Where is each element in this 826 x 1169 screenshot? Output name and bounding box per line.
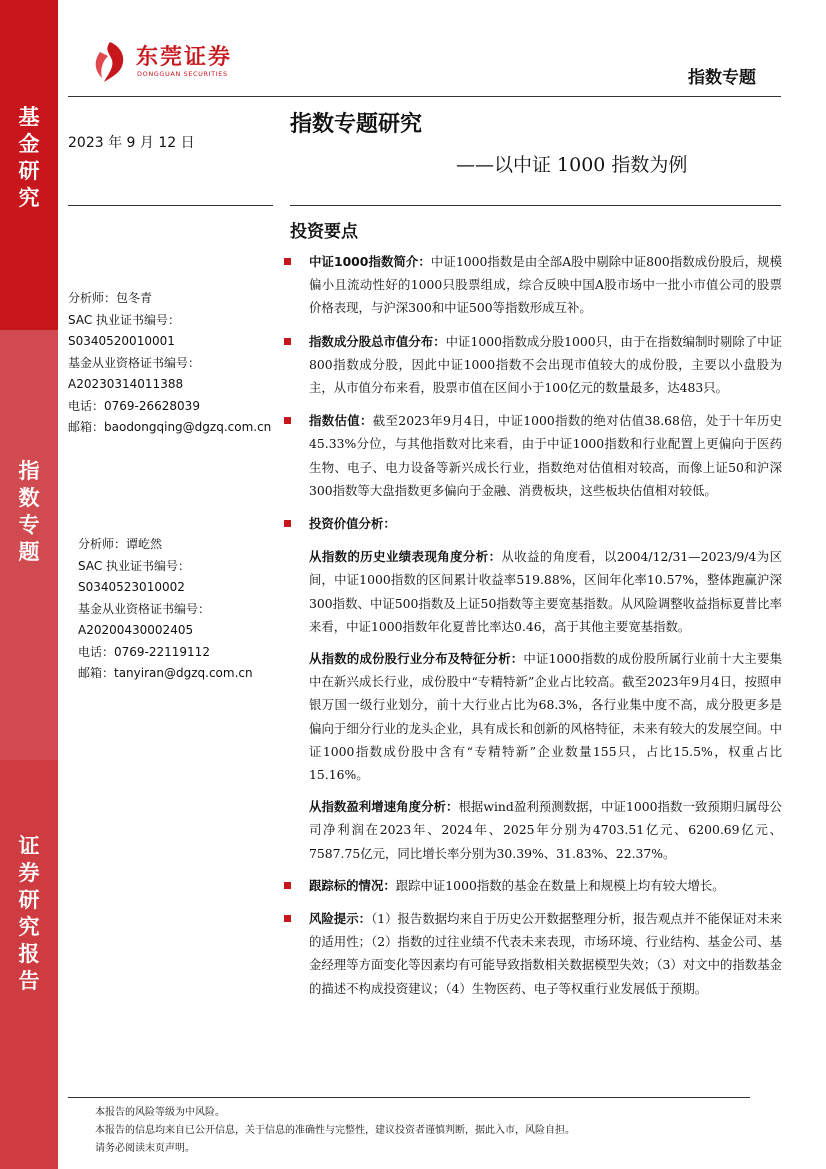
bullet-lead: 投资价值分析： [309, 516, 396, 532]
footer-read-statement: 请务必阅读末页声明。 [95, 1143, 195, 1154]
sidebar-char: 题 [18, 540, 40, 564]
bullet-point [282, 512, 782, 535]
sub-text: 中证1000指数的成份股所属行业前十大主要集中在新兴成长行业，成份股中“专精特新”企业占比较高。截至2023年9月4日，按照申银万国一级行业划分，前十大行业占比为68.3%，各行业集中度不高，成分股更多是偏向于细分行业的龙头企业，具有成长和创新的风格特征，未来有较大的发展空间。中证1000指数成份股中含有“专精特新”企业数量155只，占比15.5%，权重占比15.16%。 [309, 651, 782, 783]
analyst-card [78, 534, 253, 685]
company-logo [90, 38, 250, 86]
sub-lead: 从指数的成份股行业分布及特征分析： [309, 651, 524, 667]
sub-paragraph [282, 647, 782, 786]
sub-lead: 从指数的历史业绩表现角度分析： [309, 549, 502, 565]
analyst-fund-label: 基金从业资格证书编号： [68, 355, 201, 370]
analyst-sac-number: S0340523010002 [78, 580, 185, 594]
report-title: 指数专题研究 [290, 112, 423, 137]
logo-name-cn: 东莞证券 [136, 45, 233, 70]
footer-risk-level: 本报告的风险等级为中风险。 [95, 1107, 225, 1118]
bullet-point [282, 250, 782, 320]
footer-divider [68, 1097, 750, 1098]
analyst-email: 邮箱：baodongqing@dgzq.com.cn [68, 420, 272, 434]
sidebar-char: 数 [18, 486, 40, 510]
bullet-point [282, 409, 782, 502]
sidebar-label-index-topic [0, 330, 58, 760]
key-points-body [282, 250, 782, 1010]
analyst-sac-label: SAC 执业证书编号： [68, 312, 181, 327]
analyst-sac-number: S0340520010001 [68, 334, 175, 348]
bullet-lead: 指数成分股总市值分布： [309, 333, 446, 349]
analyst-card [68, 288, 271, 439]
sidebar-char: 告 [18, 969, 40, 993]
bullet-text: （1）报告数据均来自于历史公开数据整理分析，报告观点并不能保证对未来的适用性；（2）指数的过往业绩不代表未来表现，市场环境、行业结构、基金公司、基金经理等方面变化等因素均有可能导致指数相关数据模型失效；（3）对文中的指数基金的描述不构成投资建议；（4）生物医药、电子等权重行业发展低于预期。 [309, 911, 782, 996]
header-divider [68, 96, 781, 97]
logo-name-en: DONGGUAN SECURITIES [137, 70, 228, 78]
sub-paragraph [282, 545, 782, 638]
sidebar-char: 研 [18, 159, 40, 183]
left-sidebar [0, 0, 58, 1169]
sidebar-char: 报 [18, 942, 40, 966]
analyst-phone: 电话：0769-22119112 [78, 644, 210, 659]
bullet-text: 截至2023年9月4日，中证1000指数的绝对估值38.68倍，处于十年历史45.33%分位，与其他指数对比来看，由于中证1000指数和行业配置上更偏向于医药生物、电子、电力设备等新兴成长行业，指数绝对估值相对较高，而像上证50和沪深300指数等大盘指数更多偏向于金融、消费板块，这些板块估值相对较低。 [309, 413, 782, 498]
analyst-name: 分析师：谭屹然 [78, 537, 163, 551]
logo-emblem-icon [90, 40, 130, 84]
bullet-text: 中证1000指数成分股1000只，由于在指数编制时剔除了中证800指数成分股，因此中证1000指数不会出现市值较大的成份股，主要以小盘股为主，从市值分布来看，股票市值在区间小于100亿元的数量最多，达483只。 [309, 333, 782, 396]
analyst-fund-label: 基金从业资格证书编号： [78, 601, 211, 616]
analyst-email: 邮箱：tanyiran@dgzq.com.cn [78, 666, 253, 680]
bullet-text: 跟踪中证1000指数的基金在数量上和规模上均有较大增长。 [395, 877, 725, 893]
bullet-lead: 中证1000指数简介： [309, 254, 431, 269]
right-column-divider [290, 205, 781, 206]
bullet-lead: 跟踪标的情况： [309, 877, 396, 893]
analyst-sac-label: SAC 执业证书编号： [78, 558, 191, 573]
bullet-point [282, 330, 782, 400]
sidebar-char: 究 [18, 915, 40, 939]
header-category-tag: 指数专题 [688, 68, 756, 88]
analyst-name: 分析师：包冬青 [68, 291, 153, 305]
bullet-lead: 指数估值： [309, 413, 373, 429]
sub-text: 根据wind盈利预测数据，中证1000指数一致预期归属母公司净利润在2023年、2024年、2025年分别为4703.51亿元、6200.69亿元、7587.75亿元，同比增长率分别为30.39%、31.83%、22.37%。 [309, 799, 783, 861]
section-title-key-points: 投资要点 [290, 222, 358, 242]
report-date: 2023 年 9 月 12 日 [68, 135, 195, 151]
sub-text: 从收益的角度看，以2004/12/31—2023/9/4为区间，中证1000指数的区间累计收益率519.88%，区间年化率10.57%，整体跑赢沪深300指数、中证500指数及上证50指数等主要宽基指数。从风险调整收益指标夏普比率来看，中证1000指数年化夏普比率达0.46，高于其他主要宽基指数。 [309, 549, 782, 634]
analyst-phone: 电话：0769-26628039 [68, 398, 200, 413]
sidebar-char: 指 [18, 459, 40, 483]
sub-paragraph [282, 795, 782, 865]
bullet-text: 中证1000指数是由全部A股中剔除中证800指数成份股后，规模偏小且流动性好的1000只股票组成，综合反映中国A股市场中一批小市值公司的股票价格表现，与沪深300和中证500等指数形成互补。 [309, 254, 782, 316]
sidebar-char: 专 [18, 513, 40, 537]
sidebar-label-fund-research [0, 0, 58, 330]
sidebar-char: 券 [18, 861, 40, 885]
sub-lead: 从指数盈利增速角度分析： [309, 799, 459, 815]
sidebar-char: 基 [18, 105, 40, 129]
bullet-point [282, 874, 782, 897]
sidebar-char: 金 [18, 132, 40, 156]
analyst-fund-number: A20230314011388 [68, 377, 184, 391]
bullet-lead: 风险提示： [309, 911, 372, 927]
analyst-fund-number: A20200430002405 [78, 623, 194, 637]
sidebar-label-securities-report [0, 760, 58, 1169]
bullet-point [282, 907, 782, 1000]
footer-info-source: 本报告的信息均来自已公开信息，关于信息的准确性与完整性，建议投资者谨慎判断，据此入市，风险自担。 [95, 1125, 575, 1136]
left-column-divider [68, 205, 273, 206]
sidebar-char: 研 [18, 888, 40, 912]
footer-disclaimer [95, 1104, 575, 1158]
sidebar-char: 证 [18, 834, 40, 858]
report-subtitle: ——以中证 1000 指数为例 [456, 154, 688, 176]
sidebar-char: 究 [18, 186, 40, 210]
